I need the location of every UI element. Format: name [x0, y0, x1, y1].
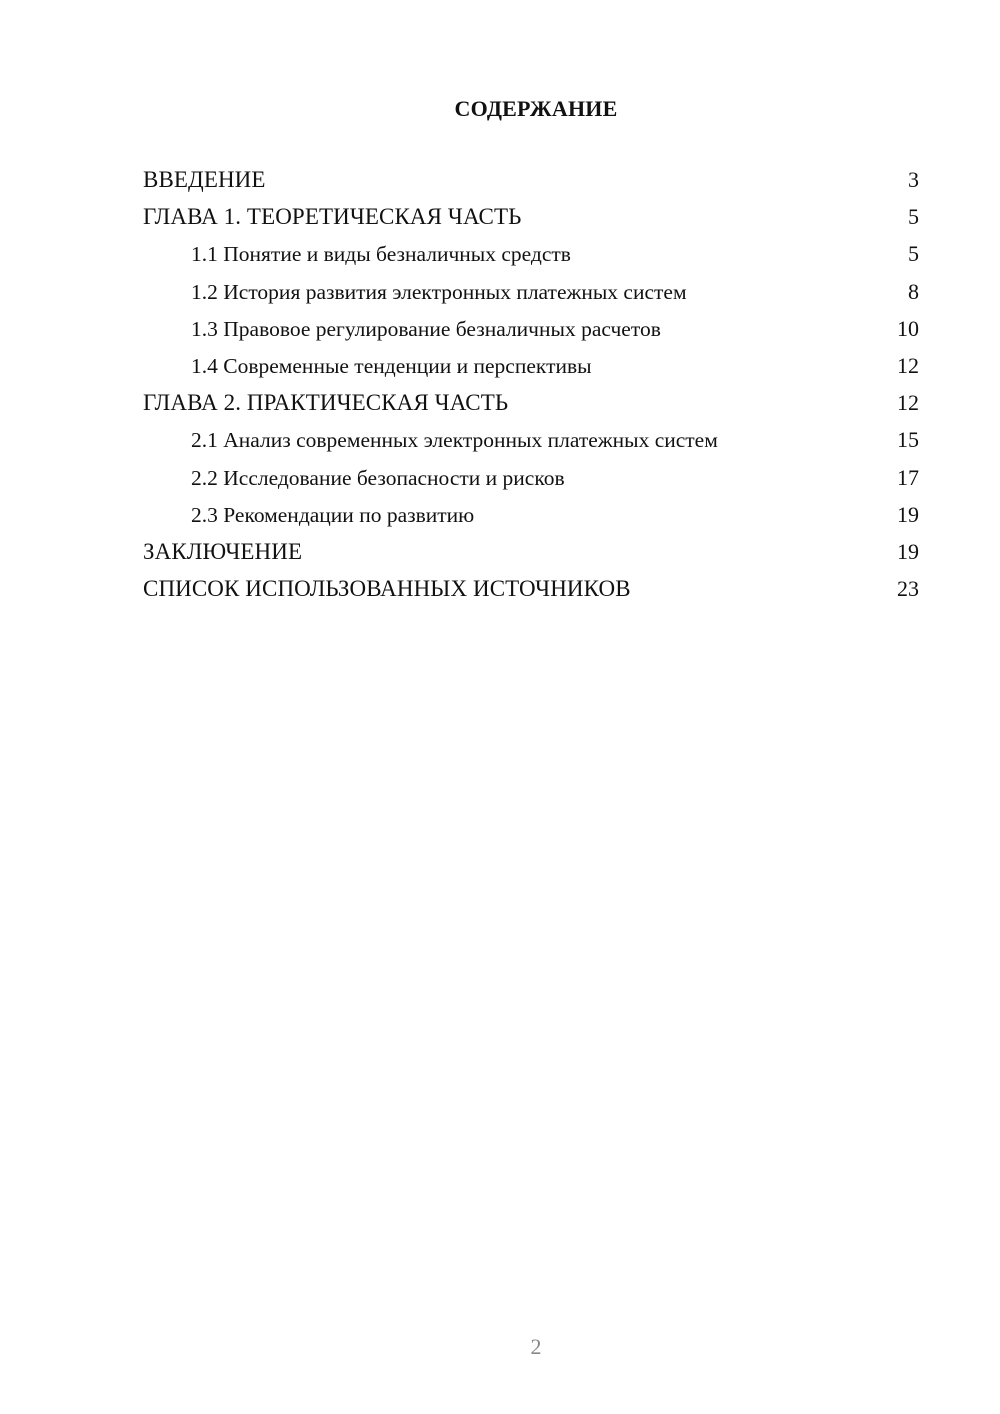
toc-entry-page: 17 — [897, 464, 919, 490]
toc-entry-page: 19 — [897, 538, 919, 564]
toc-entry-page: 15 — [897, 427, 919, 453]
toc-entry-section-2-2[interactable] — [143, 465, 919, 502]
toc-entry-references[interactable] — [143, 576, 919, 613]
toc-entry-section-1-4[interactable] — [143, 353, 919, 390]
toc-entry-label: 2.1 Анализ современных электронных платежных систем — [191, 428, 718, 453]
toc-entry-label: 2.2 Исследование безопасности и рисков — [191, 465, 565, 490]
toc-entry-chapter-2[interactable] — [143, 390, 919, 427]
toc-entry-section-1-1[interactable] — [143, 241, 919, 278]
toc-entry-section-2-3[interactable] — [143, 502, 919, 539]
toc-entry-page: 3 — [908, 167, 919, 192]
toc-entry-section-1-3[interactable] — [143, 316, 919, 353]
table-of-contents — [143, 167, 919, 613]
toc-entry-page: 5 — [908, 204, 919, 230]
toc-entry-page: 8 — [908, 278, 919, 304]
toc-entry-label: 1.4 Современные тенденции и перспективы — [191, 353, 592, 378]
toc-entry-section-2-1[interactable] — [143, 427, 919, 464]
toc-entry-page: 12 — [897, 390, 919, 416]
toc-entry-label: ГЛАВА 2. ПРАКТИЧЕСКАЯ ЧАСТЬ — [143, 390, 509, 416]
toc-entry-section-1-2[interactable] — [143, 279, 919, 316]
toc-title: СОДЕРЖАНИЕ — [454, 96, 618, 121]
toc-entry-chapter-1[interactable] — [143, 204, 919, 241]
toc-entry-label: 1.2 История развития электронных платежных систем — [191, 279, 687, 304]
toc-entry-page: 19 — [897, 501, 919, 527]
page-number: 2 — [530, 1334, 542, 1359]
toc-entry-label: 1.1 Понятие и виды безналичных средств — [191, 242, 571, 267]
toc-entry-label: 2.3 Рекомендации по развитию — [191, 502, 475, 527]
toc-entry-label: ВВЕДЕНИЕ — [143, 167, 266, 192]
toc-entry-label: СПИСОК ИСПОЛЬЗОВАННЫХ ИСТОЧНИКОВ — [143, 576, 631, 602]
toc-entry-page: 10 — [897, 315, 919, 341]
toc-entry-label: 1.3 Правовое регулирование безналичных расчетов — [191, 316, 661, 341]
toc-entry-label: ЗАКЛЮЧЕНИЕ — [143, 538, 303, 564]
toc-entry-label: ГЛАВА 1. ТЕОРЕТИЧЕСКАЯ ЧАСТЬ — [143, 204, 522, 230]
toc-entry-page: 5 — [908, 241, 919, 267]
toc-entry-introduction[interactable] — [143, 167, 919, 204]
toc-entry-page: 12 — [897, 352, 919, 378]
toc-entry-conclusion[interactable] — [143, 539, 919, 576]
toc-entry-page: 23 — [897, 576, 919, 602]
